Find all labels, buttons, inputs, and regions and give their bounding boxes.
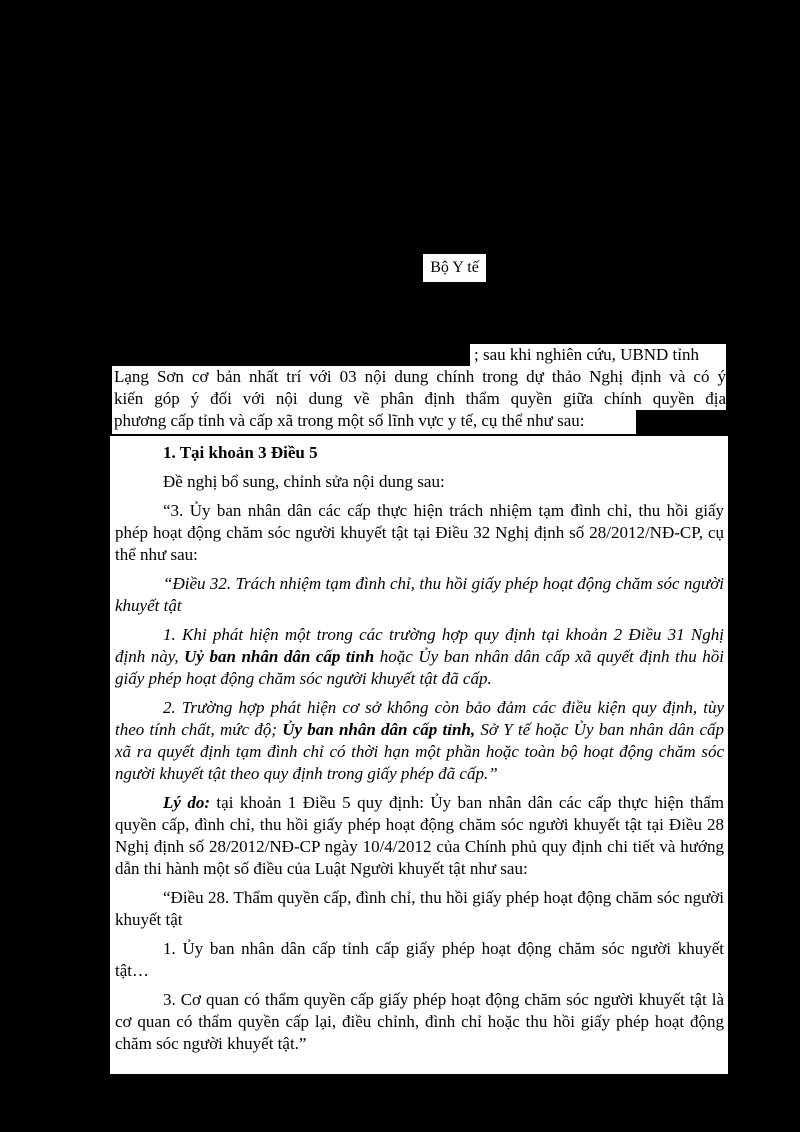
paragraph-clause-3: “3. Ủy ban nhân dân các cấp thực hiện trách nhiệm tạm đình chỉ, thu hồi giấy phép hoạt động chăm sóc người khuyết tật tại Điều 32 Nghị định số 28/2012/NĐ-CP, cụ thể như sau: xyxy=(115,501,724,564)
intro-line-4: phương cấp tỉnh và cấp xã trong một số lĩnh vực y tế, cụ thể như sau: xyxy=(112,410,636,434)
ministry-label: Bộ Y tế xyxy=(423,254,486,282)
text-run: hoặc Ủy ban nhân dân cấp xã quyết định thu hồi giấy phép hoạt động chăm sóc người khuyết tật đã cấp. xyxy=(115,647,724,688)
intro-line-3: kiến góp ý đối với nội dung về phân định thẩm quyền giữa chính quyền địa xyxy=(114,389,726,408)
section-heading: 1. Tại khoản 3 Điều 5 xyxy=(163,443,318,462)
text-run: tại khoản 1 Điều 5 quy định: Ủy ban nhân dân các cấp thực hiện thẩm quyền cấp, đình chỉ, thu hồi giấy phép hoạt động chăm sóc người khuyết tật tại Điều 28 Nghị định số 28/2012/NĐ-CP ngày 10/4/2012 của Chính phủ quy định chi tiết và hướng dẫn thi hành một số điều của Luật Người khuyết tật như sau: xyxy=(115,793,725,878)
document-body xyxy=(110,436,728,1074)
paragraph-article-28-item-3: 3. Cơ quan có thẩm quyền cấp giấy phép hoạt động chăm sóc người khuyết tật là cơ quan có thẩm quyền cấp lại, điều chỉnh, đình chỉ hoặc thu hồi giấy phép hoạt động chăm sóc người khuyết tật.” xyxy=(115,990,724,1053)
emphasis-provincial-committee: Ủy ban nhân dân cấp tỉnh, xyxy=(282,720,476,739)
emphasis-provincial-committee: Uỷ ban nhân dân cấp tỉnh xyxy=(184,647,375,666)
paragraph-article-32-title: “Điều 32. Trách nhiệm tạm đình chỉ, thu hồi giấy phép hoạt động chăm sóc người khuyết tật xyxy=(115,574,724,615)
text-run: 2. Trường hợp phát hiện cơ sở không còn bảo đảm các điều kiện quy định, tùy theo tính chất, mức độ; xyxy=(115,698,724,739)
paragraph-article-28-title: “Điều 28. Thẩm quyền cấp, đình chỉ, thu hồi giấy phép hoạt động chăm sóc người khuyết tật xyxy=(115,888,724,929)
reason-label: Lý do: xyxy=(163,793,211,812)
paragraph-article-32-item-1 xyxy=(115,624,724,690)
intro-line-1: ; sau khi nghiên cứu, UBND tỉnh xyxy=(470,344,726,366)
paragraph-article-28-item-1: 1. Ủy ban nhân dân cấp tỉnh cấp giấy phép hoạt động chăm sóc người khuyết tật… xyxy=(115,939,724,980)
paragraph-reason xyxy=(115,792,724,880)
text-run: Sở Y tế hoặc Ủy ban nhân dân cấp xã ra quyết định tạm đình chỉ có thời hạn một phần hoặc toàn bộ hoạt động chăm sóc người khuyết tật theo quy định trong giấy phép đã cấp.” xyxy=(115,720,724,783)
intro-line-2: Lạng Sơn cơ bản nhất trí với 03 nội dung chính trong dự thảo Nghị định và có ý xyxy=(114,367,726,386)
paragraph-article-32-item-2 xyxy=(115,697,724,785)
text-run: 1. Khi phát hiện một trong các trường hợp quy định tại khoản 2 Điều 31 Nghị định này, xyxy=(115,625,724,666)
paragraph-proposal: Đề nghị bổ sung, chỉnh sửa nội dung sau: xyxy=(163,472,445,491)
